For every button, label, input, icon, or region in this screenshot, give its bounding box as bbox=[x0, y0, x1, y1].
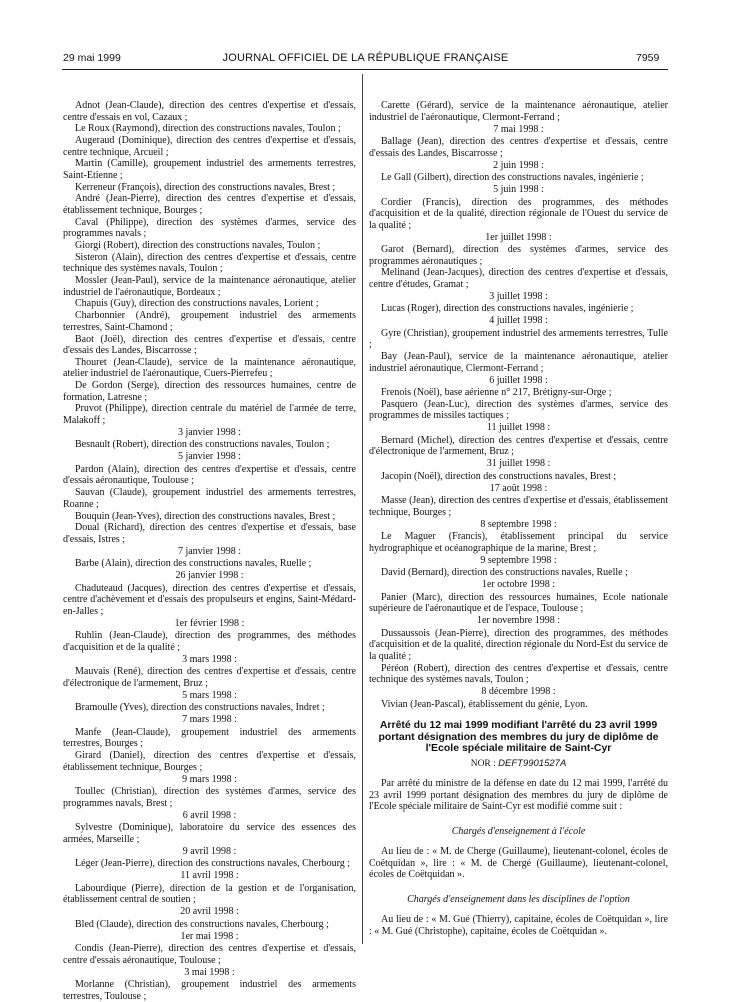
date-heading: 4 juillet 1998 : bbox=[489, 315, 548, 327]
paragraph: Ballage (Jean), direction des centres d'expertise et d'essais, centre d'essais des Landes, Biscarrosse ; bbox=[369, 136, 668, 159]
date-heading: 20 avril 1998 : bbox=[180, 906, 239, 918]
paragraph: Chaduteaud (Jacques), direction des centres d'expertise et d'essais, centre d'achèvement et d'essais des propulseurs et engins, Saint-Médard-en-Jalles ; bbox=[63, 582, 356, 617]
paragraph: Doual (Richard), direction des centres d'expertise et d'essais, base d'essais, Istres ; bbox=[63, 522, 356, 545]
paragraph: Le Gall (Gilbert), direction des constructions navales, ingénierie ; bbox=[381, 172, 644, 183]
paragraph: Bled (Claude), direction des constructions navales, Cherbourg ; bbox=[75, 918, 329, 930]
paragraph: Bouquin (Jean-Yves), direction des constructions navales, Brest ; bbox=[75, 510, 336, 522]
paragraph: Par arrêté du ministre de la défense en date du 12 mai 1999, l'arrêté du 23 avril 1999 portant désignation des membres du jury de diplôme de l'Ecole spéciale militaire de Saint-Cyr est modifié comme suit : bbox=[369, 778, 668, 813]
paragraph: Charbonnier (André), groupement industriel des armements terrestres, Saint-Chamond ; bbox=[63, 310, 356, 333]
paragraph: Sauvan (Claude), groupement industriel des armements terrestres, Roanne ; bbox=[63, 487, 356, 510]
paragraph: David (Bernard), direction des constructions navales, Ruelle ; bbox=[381, 567, 628, 579]
date-heading: 7 mars 1998 : bbox=[182, 714, 237, 726]
paragraph: Jacopin (Noël), direction des constructions navales, Brest ; bbox=[381, 470, 617, 482]
paragraph: Adnot (Jean-Claude), direction des centres d'expertise et d'essais, centre d'essais en vol, Cazaux ; bbox=[63, 100, 356, 123]
paragraph: Léger (Jean-Pierre), direction des constructions navales, Cherbourg ; bbox=[75, 858, 350, 870]
paragraph: Pruvot (Philippe), direction centrale du matériel de l'armée de terre, Malakoff ; bbox=[63, 403, 356, 426]
date-heading: 31 juillet 1998 : bbox=[486, 458, 551, 470]
paragraph: Sisteron (Alain), direction des centres d'expertise et d'essais, centre technique des systèmes navals, Toulon ; bbox=[63, 251, 356, 275]
nor-code: DEFT9901527A bbox=[498, 757, 567, 769]
paragraph: Sylvestre (Dominique), laboratoire du service des essences des armées, Marseille ; bbox=[63, 822, 356, 845]
date-heading: 8 décembre 1998 : bbox=[481, 686, 556, 698]
date-heading: 5 juin 1998 : bbox=[493, 184, 544, 195]
nor-reference bbox=[369, 758, 668, 771]
column-divider bbox=[362, 74, 363, 944]
paragraph: Martin (Camille), groupement industriel des armements terrestres, Saint-Etienne ; bbox=[63, 158, 356, 181]
date-heading: 3 mars 1998 : bbox=[182, 653, 237, 665]
date-heading: 7 mai 1998 : bbox=[493, 123, 544, 135]
paragraph: Thouret (Jean-Claude), service de la maintenance aéronautique, atelier industriel de l'aéronautique, Cuers-Pierrefeu ; bbox=[63, 356, 356, 380]
date-heading: 9 septembre 1998 : bbox=[480, 554, 557, 566]
paragraph: Le Maguer (Francis), établissement principal du service hydrographique et océanographique de la marine, Brest ; bbox=[369, 531, 668, 554]
paragraph: André (Jean-Pierre), direction des centres d'expertise et d'essais, établissement technique, Bourges ; bbox=[63, 193, 356, 216]
paragraph: Le Roux (Raymond), direction des constructions navales, Toulon ; bbox=[75, 123, 341, 135]
paragraph: Au lieu de : « M. Gué (Thierry), capitaine, écoles de Coëtquidan », lire : « M. Gué (Christophe), capitaine, écoles de Coëtquidan ». bbox=[369, 914, 668, 937]
paragraph: Cordier (Francis), direction des programmes, des méthodes d'acquisition et de la qualité, direction régionale de l'Ouest du service de la qualité ; bbox=[369, 196, 668, 231]
date-heading: 1er novembre 1998 : bbox=[476, 615, 561, 627]
paragraph: Bernard (Michel), direction des centres d'expertise et d'essais, centre d'électronique de l'armement, Bruz ; bbox=[369, 434, 668, 458]
nor-label: NOR : bbox=[470, 758, 499, 769]
date-heading: 8 septembre 1998 : bbox=[480, 518, 557, 530]
paragraph: Pasquero (Jean-Luc), direction des systèmes d'armes, service des programmes de missiles tactiques ; bbox=[369, 398, 668, 422]
paragraph: Labourdique (Pierre), direction de la gestion et de l'organisation, établissement central de soutien ; bbox=[63, 882, 356, 906]
paragraph: Giorgi (Robert), direction des constructions navales, Toulon ; bbox=[75, 240, 321, 252]
date-heading: 7 janvier 1998 : bbox=[177, 545, 242, 557]
paragraph: Bramoulle (Yves), direction des constructions navales, Indret ; bbox=[75, 702, 325, 714]
paragraph: Condis (Jean-Pierre), direction des centres d'expertise et d'essais, centre d'essais aéronautique, Toulouse ; bbox=[63, 943, 356, 966]
date-heading: 3 janvier 1998 : bbox=[177, 426, 242, 438]
paragraph: Toullec (Christian), direction des systèmes d'armes, service des programmes navals, Brest ; bbox=[63, 786, 356, 809]
date-heading: 11 avril 1998 : bbox=[180, 870, 239, 882]
date-heading: 6 juillet 1998 : bbox=[489, 374, 548, 386]
paragraph: Bay (Jean-Paul), service de la maintenance aéronautique, atelier industriel aéronautique, Clermont-Ferrand ; bbox=[369, 351, 668, 374]
paragraph: Barbe (Alain), direction des constructions navales, Ruelle ; bbox=[75, 558, 312, 570]
paragraph: Girard (Daniel), direction des centres d'expertise et d'essais, établissement technique, Bourges ; bbox=[63, 750, 356, 773]
paragraph: Panier (Marc), direction des ressources humaines, Ecole nationale supérieure de l'aéronautique et de l'espace, Toulouse ; bbox=[369, 591, 668, 615]
date-heading: 9 mars 1998 : bbox=[182, 773, 237, 785]
paragraph: Morlanne (Christian), groupement industriel des armements terrestres, Toulouse ; bbox=[63, 979, 356, 1002]
paragraph: Lucas (Roger), direction des constructions navales, ingénierie ; bbox=[381, 303, 634, 315]
date-heading: 6 avril 1998 : bbox=[182, 809, 237, 821]
paragraph: Melinand (Jean-Jacques), direction des centres d'expertise et d'essais, centre d'études, Gramat ; bbox=[369, 267, 668, 290]
date-heading: 5 mars 1998 : bbox=[182, 689, 237, 701]
date-heading: 1er mai 1998 : bbox=[180, 930, 239, 942]
section-heading: Chargés d'enseignement à l'école bbox=[451, 825, 586, 837]
paragraph: Mossler (Jean-Paul), service de la maintenance aéronautique, atelier industriel de l'aéronautique, Bordeaux ; bbox=[63, 275, 356, 298]
paragraph: Mauvais (René), direction des centres d'expertise et d'essais, centre d'électronique de l'armement, Bruz ; bbox=[63, 666, 356, 689]
journal-title: JOURNAL OFFICIEL DE LA RÉPUBLIQUE FRANÇAISE bbox=[222, 52, 509, 64]
paragraph: Vivian (Jean-Pascal), établissement du génie, Lyon. bbox=[381, 698, 588, 710]
paragraph: Ruhlin (Jean-Claude), direction des programmes, des méthodes d'acquisition et de la qualité ; bbox=[63, 630, 356, 653]
date-heading: 11 juillet 1998 : bbox=[486, 422, 551, 434]
paragraph: Masse (Jean), direction des centres d'expertise et d'essais, établissement technique, Bourges ; bbox=[369, 495, 668, 518]
date-heading: 17 août 1998 : bbox=[489, 482, 548, 494]
paragraph: Besnault (Robert), direction des constructions navales, Toulon ; bbox=[75, 439, 330, 451]
paragraph: Péréon (Robert), direction des centres d'expertise et d'essais, centre technique des systèmes navals, Toulon ; bbox=[369, 662, 668, 686]
date-heading: 1er février 1998 : bbox=[174, 617, 245, 629]
paragraph: Carette (Gérard), service de la maintenance aéronautique, atelier industriel de l'aéronautique, Clermont-Ferrand ; bbox=[369, 100, 668, 123]
paragraph: De Gordon (Serge), direction des ressources humaines, centre de formation, Latresne ; bbox=[63, 380, 356, 403]
paragraph: Pardon (Alain), direction des centres d'expertise et d'essais, centre d'essais aéronautique, Toulouse ; bbox=[63, 463, 356, 487]
paragraph: Augeraud (Dominique), direction des centres d'expertise et d'essais, centre technique, Arcueil ; bbox=[63, 135, 356, 158]
date-heading: 26 janvier 1998 : bbox=[175, 570, 244, 582]
paragraph: Caval (Philippe), direction des systèmes d'armes, service des programmes navals ; bbox=[63, 216, 356, 240]
section-heading: Chargés d'enseignement dans les disciplines de l'option bbox=[407, 893, 630, 905]
page-header bbox=[0, 52, 731, 68]
date-heading: 1er juillet 1998 : bbox=[485, 231, 552, 243]
date-heading: 3 juillet 1998 : bbox=[489, 290, 548, 302]
decree-title: Arrêté du 12 mai 1999 modifiant l'arrêté du 23 avril 1999 portant désignation des membres du jury de diplôme de l'Ecole spéciale militaire de Saint-Cyr bbox=[378, 719, 659, 755]
header-rule bbox=[62, 69, 668, 70]
left-column bbox=[63, 100, 356, 1002]
date-heading: 5 janvier 1998 : bbox=[177, 451, 242, 463]
paragraph: Kerreneur (François), direction des constructions navales, Brest ; bbox=[75, 181, 336, 193]
paragraph: Baot (Joël), direction des centres d'expertise et d'essais, centre d'essais des Landes, Biscarrosse ; bbox=[63, 333, 356, 357]
paragraph: Gyre (Christian), groupement industriel des armements terrestres, Tulle ; bbox=[369, 327, 668, 351]
paragraph: Garot (Bernard), direction des systèmes d'armes, service des programmes aéronautiques ; bbox=[369, 244, 668, 267]
paragraph: Chapuis (Guy), direction des constructions navales, Lorient ; bbox=[75, 298, 319, 310]
date-heading: 9 avril 1998 : bbox=[182, 845, 237, 857]
right-column bbox=[369, 100, 668, 937]
page-number: 7959 bbox=[636, 52, 660, 64]
paragraph: Manfe (Jean-Claude), groupement industriel des armements terrestres, Bourges ; bbox=[63, 726, 356, 750]
header-date: 29 mai 1999 bbox=[63, 52, 121, 64]
date-heading: 1er octobre 1998 : bbox=[481, 579, 556, 591]
paragraph: Frenois (Noël), base aérienne n° 217, Brétigny-sur-Orge ; bbox=[381, 387, 612, 399]
paragraph: Au lieu de : « M. de Cherge (Guillaume), lieutenant-colonel, écoles de Coëtquidan », lire : « M. de Chergé (Guillaume), lieutenant-colonel, écoles de Coëtquidan ». bbox=[369, 846, 668, 881]
paragraph: Dussaussois (Jean-Pierre), direction des programmes, des méthodes d'acquisition et de la qualité, direction régionale du Nord-Est du service de la qualité ; bbox=[369, 627, 668, 662]
date-heading: 2 juin 1998 : bbox=[493, 159, 544, 171]
date-heading: 3 mai 1998 : bbox=[184, 966, 235, 978]
